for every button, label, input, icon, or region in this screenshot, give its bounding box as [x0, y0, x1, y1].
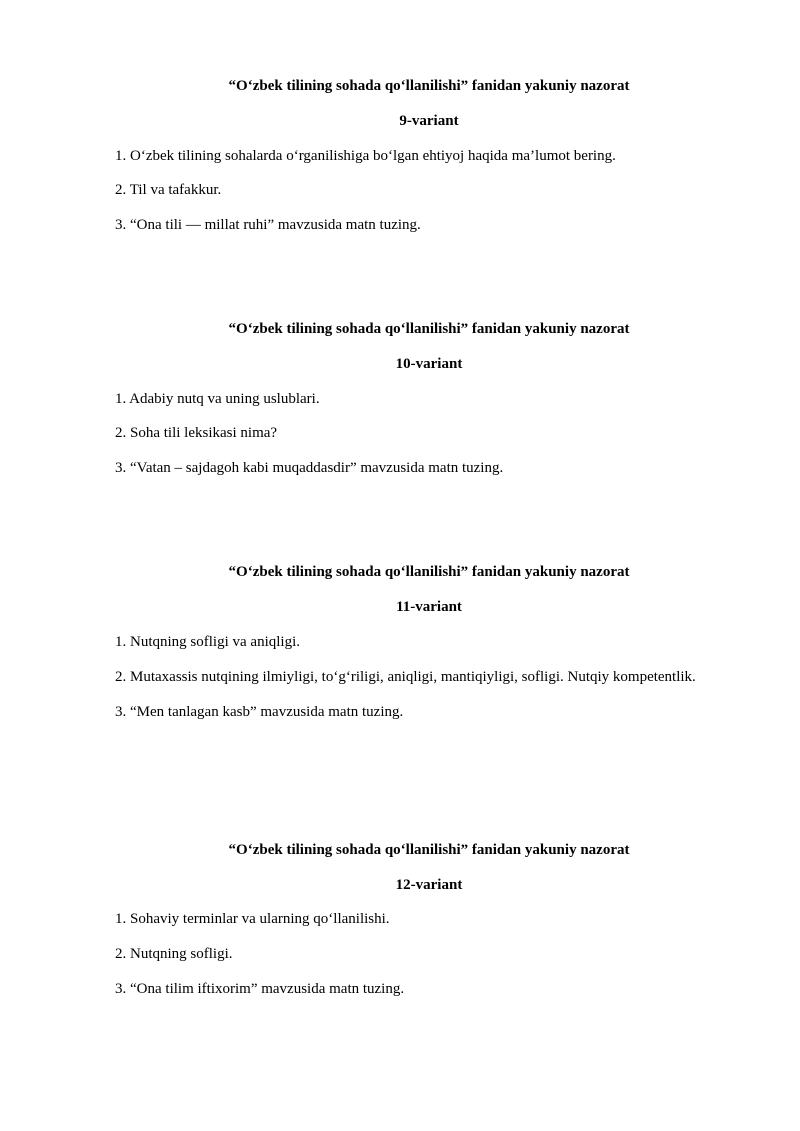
question-2: 2. Mutaxassis nutqining ilmiyligi, to‘g‘riligi, aniqligi, mantiqiyligi, sofligi. Nutqiy kompetentlik. [115, 669, 696, 685]
question-1: 1. Adabiy nutq va uning uslublari. [115, 391, 320, 407]
variant-heading: 12-variant [395, 877, 463, 893]
question-1: 1. Sohaviy terminlar va ularning qo‘llanilishi. [115, 911, 390, 927]
question-3: 3. “Ona tilim iftixorim” mavzusida matn tuzing. [115, 981, 405, 997]
section-title: “O‘zbek tilining sohada qo‘llanilishi” fanidan yakuniy nazorat [228, 321, 630, 337]
variant-heading: 10-variant [395, 356, 463, 372]
question-3: 3. “Men tanlagan kasb” mavzusida matn tuzing. [115, 704, 404, 720]
section-title: “O‘zbek tilining sohada qo‘llanilishi” fanidan yakuniy nazorat [228, 842, 630, 858]
section-title: “O‘zbek tilining sohada qo‘llanilishi” fanidan yakuniy nazorat [228, 564, 630, 580]
variant-heading: 11-variant [396, 599, 462, 615]
question-1: 1. O‘zbek tilining sohalarda o‘rganilishiga bo‘lgan ehtiyoj haqida ma’lumot bering. [115, 148, 616, 164]
question-2: 2. Nutqning sofligi. [115, 946, 233, 962]
variant-heading: 9-variant [399, 113, 459, 129]
question-3: 3. “Vatan – sajdagoh kabi muqaddasdir” mavzusida matn tuzing. [115, 460, 504, 476]
question-2: 2. Soha tili leksikasi nima? [115, 425, 278, 441]
question-2: 2. Til va tafakkur. [115, 182, 222, 198]
section-title: “O‘zbek tilining sohada qo‘llanilishi” fanidan yakuniy nazorat [228, 78, 630, 94]
question-1: 1. Nutqning sofligi va aniqligi. [115, 634, 300, 650]
question-3: 3. “Ona tili — millat ruhi” mavzusida matn tuzing. [115, 217, 421, 233]
